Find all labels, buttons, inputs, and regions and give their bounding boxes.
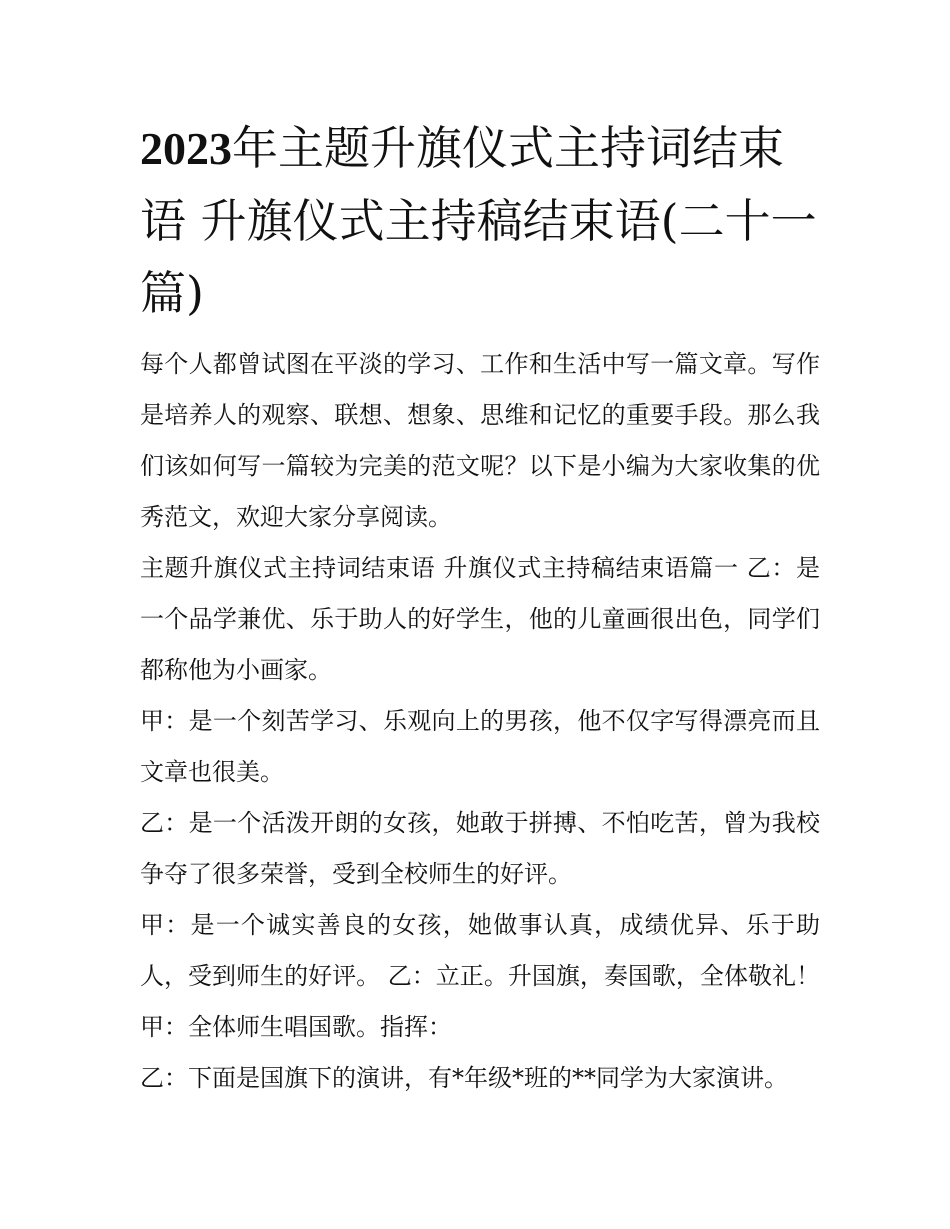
title-year: 2023 [140, 123, 232, 174]
document-page [140, 112, 820, 1104]
body-paragraph: 主题升旗仪式主持词结束语 升旗仪式主持稿结束语篇一 乙：是一个品学兼优、乐于助人的好学生，他的儿童画很出色，同学们都称他为小画家。 [140, 554, 820, 684]
body-paragraph: 乙：是一个活泼开朗的女孩，她敢于拼搏、不怕吃苦，曾为我校争夺了很多荣誉，受到全校师生的好评。 [140, 809, 820, 888]
body-paragraph: 乙：下面是国旗下的演讲，有*年级*班的**同学为大家演讲。 [140, 1064, 788, 1092]
body-paragraph: 甲：是一个刻苦学习、乐观向上的男孩，他不仅字写得漂亮而且文章也很美。 [140, 707, 820, 786]
body-paragraph: 甲：是一个诚实善良的女孩，她做事认真，成绩优异、乐于助人，受到师生的好评。 乙：立正。升国旗，奏国歌，全体敬礼！ 甲：全体师生唱国歌。指挥： [140, 911, 820, 1041]
document-title [140, 112, 820, 329]
intro-paragraph: 每个人都曾试图在平淡的学习、工作和生活中写一篇文章。写作是培养人的观察、联想、想象、思维和记忆的重要手段。那么我们该如何写一篇较为完美的范文呢？以下是小编为大家收集的优秀范文，欢迎大家分享阅读。 [140, 350, 820, 531]
title-text: 年主题升旗仪式主持词结束语 升旗仪式主持稿结束语(二十一篇) [140, 121, 817, 320]
